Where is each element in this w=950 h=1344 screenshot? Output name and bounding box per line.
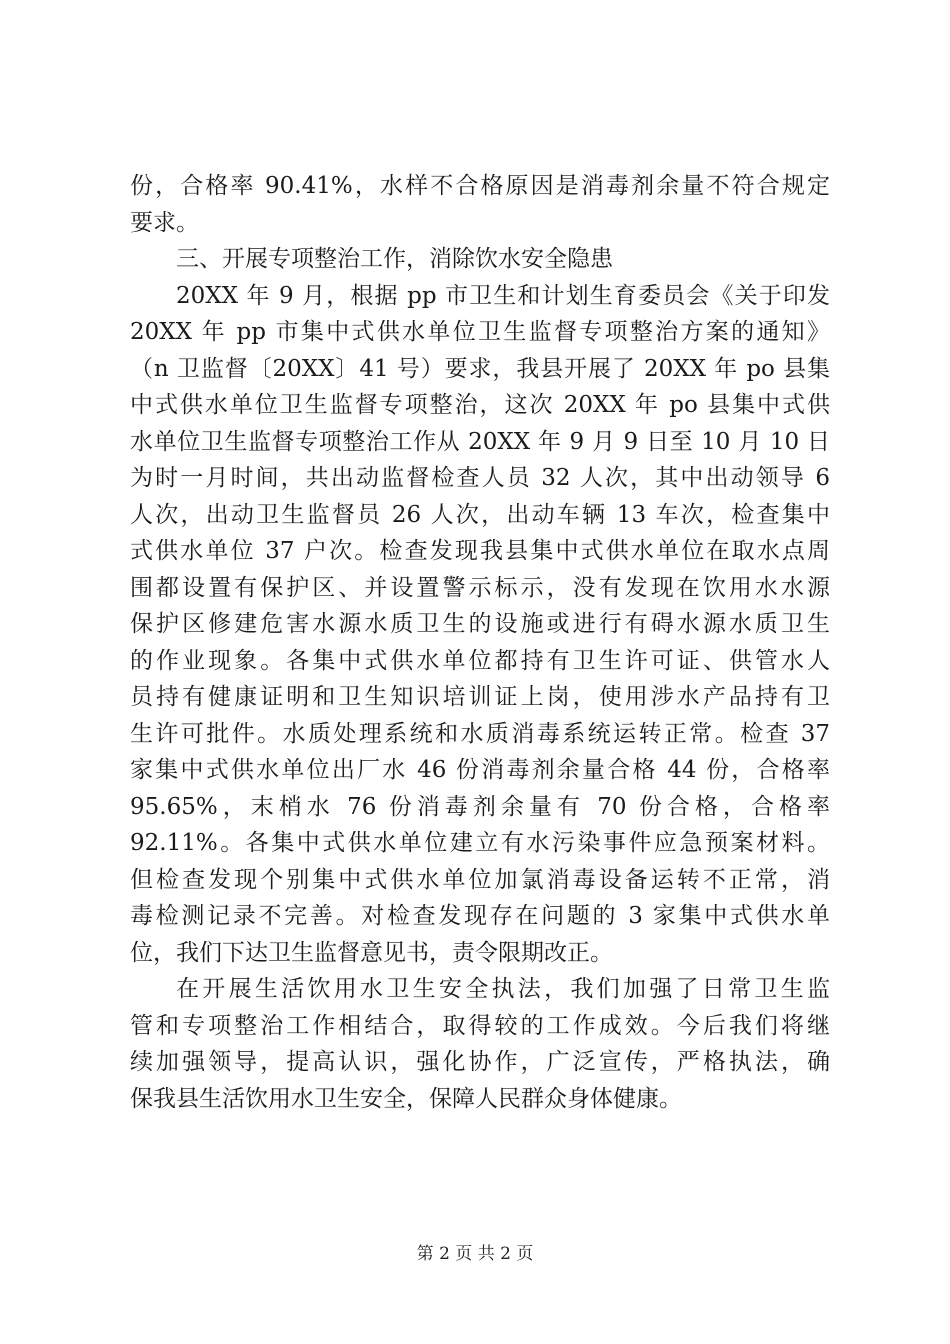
text-line: 但检查发现个别集中式供水单位加氯消毒设备运转不正常，消 <box>130 866 830 893</box>
text-line: 生许可批件。水质处理系统和水质消毒系统运转正常。检查 37 <box>130 720 830 747</box>
text-line: 20XX 年 pp 市集中式供水单位卫生监督专项整治方案的通知》 <box>130 319 830 345</box>
page-footer: 第 2 页 共 2 页 <box>416 1244 534 1264</box>
text-line: 中式供水单位卫生监督专项整治，这次 20XX 年 po 县集中式供 <box>130 392 830 418</box>
text-line: 员持有健康证明和卫生知识培训证上岗，使用涉水产品持有卫 <box>130 684 830 710</box>
text-line: 92.11%。各集中式供水单位建立有水污染事件应急预案材料。 <box>130 830 830 856</box>
text-line: 要求。 <box>130 209 199 236</box>
text-line: 为时一月时间，共出动监督检查人员 32 人次，其中出动领导 6 <box>130 465 830 491</box>
text-line: 毒检测记录不完善。对检查发现存在问题的 3 家集中式供水单 <box>130 903 830 929</box>
text-line: 式供水单位 37 户次。检查发现我县集中式供水单位在取水点周 <box>130 538 830 564</box>
text-line: 20XX 年 9 月，根据 pp 市卫生和计划生育委员会《关于印发 <box>176 282 830 309</box>
text-line: 围都设置有保护区、并设置警示标示，没有发现在饮用水水源 <box>130 574 830 601</box>
text-line: 水单位卫生监督专项整治工作从 20XX 年 9 月 9 日至 10 月 10 日 <box>130 428 830 455</box>
text-line: 位，我们下达卫生监督意见书，责令限期改正。 <box>130 939 613 966</box>
text-line: 管和专项整治工作相结合，取得较的工作成效。今后我们将继 <box>130 1012 830 1039</box>
text-line: 份，合格率 90.41%，水样不合格原因是消毒剂余量不符合规定 <box>130 173 830 199</box>
text-line: 95.65%，末梢水 76 份消毒剂余量有 70 份合格，合格率 <box>130 793 830 820</box>
text-line: 三、开展专项整治工作，消除饮水安全隐患 <box>176 246 613 272</box>
text-line: 在开展生活饮用水卫生安全执法，我们加强了日常卫生监 <box>176 976 830 1002</box>
document-body <box>130 168 830 1117</box>
text-line: 保护区修建危害水源水质卫生的设施或进行有碍水源水质卫生 <box>130 611 830 637</box>
text-line: （n 卫监督〔20XX〕41 号）要求，我县开展了 20XX 年 po 县集 <box>130 355 830 382</box>
text-line: 保我县生活饮用水卫生安全，保障人民群众身体健康。 <box>130 1085 682 1112</box>
text-line: 续加强领导，提高认识，强化协作，广泛宣传，严格执法，确 <box>130 1049 830 1075</box>
text-line: 人次，出动卫生监督员 26 人次，出动车辆 13 车次，检查集中 <box>130 501 830 528</box>
text-line: 的作业现象。各集中式供水单位都持有卫生许可证、供管水人 <box>130 647 830 674</box>
text-line: 家集中式供水单位出厂水 46 份消毒剂余量合格 44 份，合格率 <box>130 757 830 783</box>
